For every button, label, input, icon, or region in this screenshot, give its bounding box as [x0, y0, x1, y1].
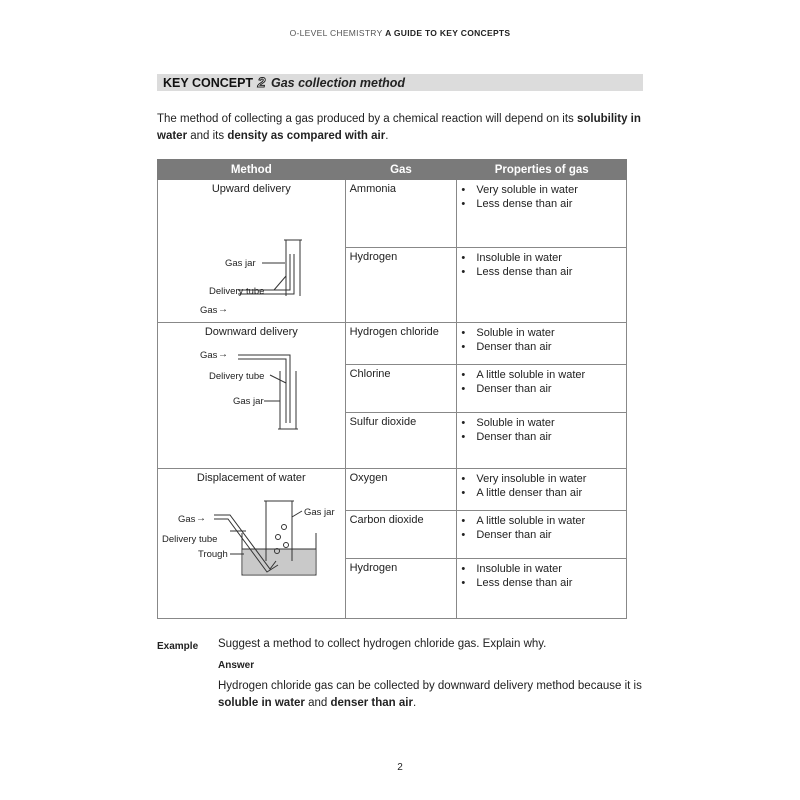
displacement-diagram: [158, 491, 346, 591]
header-gas: Gas: [345, 160, 457, 180]
example-question: Suggest a method to collect hydrogen chloride gas. Explain why.: [218, 638, 547, 650]
list-item: [461, 340, 626, 354]
gas-cell: [345, 559, 457, 619]
gas-cell: [345, 323, 457, 365]
bullet-icon: •: [461, 369, 466, 381]
list-item: [461, 368, 626, 382]
arrow-icon: →: [218, 349, 228, 360]
bullet-icon: •: [461, 252, 466, 264]
page-number: 2: [397, 762, 403, 773]
list-item: [461, 562, 626, 576]
property-text: Less dense than air: [476, 266, 573, 278]
label-delivery-tube: Delivery tube: [209, 371, 265, 382]
props-cell: [457, 559, 627, 619]
props-cell: [457, 469, 627, 511]
answer-bold-soluble: soluble in water: [218, 697, 305, 709]
props-cell: [457, 323, 627, 365]
gas-name: Hydrogen chloride: [349, 326, 439, 338]
bullet-icon: •: [461, 266, 466, 278]
property-text: Very insoluble in water: [476, 473, 587, 485]
label-gas-jar: Gas jar: [304, 507, 335, 518]
bullet-icon: •: [461, 417, 466, 429]
bullet-icon: •: [461, 487, 466, 499]
label-gas: Gas: [200, 350, 218, 361]
gas-name: Chlorine: [349, 368, 391, 380]
bullet-icon: •: [461, 327, 466, 339]
table-row: [158, 469, 627, 511]
gas-cell: [345, 365, 457, 413]
answer-tag: Answer: [218, 660, 255, 671]
gas-cell: [345, 180, 457, 248]
answer-text: Hydrogen chloride gas can be collected by downward delivery method because it is: [218, 680, 642, 692]
props-cell: [457, 180, 627, 248]
key-concept-title: Gas collection method: [271, 76, 406, 90]
upward-delivery-diagram: [158, 200, 346, 320]
label-gas-jar: Gas jar: [233, 396, 264, 407]
table-row: [158, 180, 627, 248]
answer-paragraph: [218, 678, 648, 712]
bullet-icon: •: [461, 577, 466, 589]
gas-name: Sulfur dioxide: [349, 416, 417, 428]
property-text: Less dense than air: [476, 577, 573, 589]
property-text: Very soluble in water: [476, 184, 578, 196]
downward-delivery-diagram: [158, 343, 346, 443]
arrow-icon: →: [218, 304, 228, 315]
list-item: [461, 197, 626, 211]
bullet-icon: •: [461, 431, 466, 443]
property-text: Denser than air: [476, 341, 552, 353]
label-delivery-tube: Delivery tube: [162, 534, 218, 545]
intro-paragraph: [157, 111, 647, 145]
props-cell: [457, 365, 627, 413]
list-item: [461, 576, 626, 590]
property-text: Denser than air: [476, 383, 552, 395]
bullet-icon: •: [461, 563, 466, 575]
props-cell: [457, 413, 627, 469]
method-label: Displacement of water: [196, 472, 306, 484]
label-gas-jar: Gas jar: [225, 258, 256, 269]
list-item: [461, 528, 626, 542]
gas-cell: [345, 511, 457, 559]
bullet-icon: •: [461, 529, 466, 541]
gas-name: Hydrogen: [349, 562, 398, 574]
property-text: Denser than air: [476, 431, 552, 443]
answer-bold-denser: denser than air: [330, 697, 413, 709]
gas-name: Hydrogen: [349, 251, 398, 263]
list-item: [461, 416, 626, 430]
bullet-icon: •: [461, 473, 466, 485]
table-row: [158, 323, 627, 365]
list-item: [461, 265, 626, 279]
answer-text: and: [304, 697, 331, 709]
intro-text: The method of collecting a gas produced by a chemical reaction will depend on its: [157, 113, 577, 125]
label-trough: Trough: [198, 549, 228, 560]
property-text: Denser than air: [476, 529, 552, 541]
running-header: [0, 28, 800, 38]
gas-collection-table: [157, 159, 627, 619]
list-item: [461, 251, 626, 265]
property-text: Insoluble in water: [476, 563, 562, 575]
property-text: Less dense than air: [476, 198, 573, 210]
bullet-icon: •: [461, 198, 466, 210]
list-item: [461, 514, 626, 528]
intro-bold-density: density as compared with air: [227, 130, 386, 142]
key-concept-label: [163, 76, 265, 90]
method-label: Downward delivery: [204, 326, 298, 338]
property-text: Soluble in water: [476, 417, 555, 429]
property-text: A little soluble in water: [476, 515, 586, 527]
property-text: A little soluble in water: [476, 369, 586, 381]
intro-bold-solubility: solubility in water: [157, 113, 641, 142]
method-cell-upward: [158, 180, 346, 323]
bullet-icon: •: [461, 515, 466, 527]
property-text: A little denser than air: [476, 487, 583, 499]
list-item: [461, 486, 626, 500]
property-text: Soluble in water: [476, 327, 555, 339]
method-cell-downward: [158, 323, 346, 469]
method-label: Upward delivery: [211, 183, 291, 195]
label-gas: Gas: [178, 514, 196, 525]
answer-text: .: [412, 697, 417, 709]
list-item: [461, 430, 626, 444]
bullet-icon: •: [461, 383, 466, 395]
example-tag: Example: [157, 641, 199, 652]
table-header-row: [158, 160, 627, 180]
gas-cell: [345, 469, 457, 511]
props-cell: [457, 248, 627, 323]
list-item: [461, 472, 626, 486]
header-properties: Properties of gas: [457, 160, 627, 180]
gas-name: Ammonia: [349, 183, 397, 195]
method-cell-displacement: [158, 469, 346, 619]
list-item: [461, 183, 626, 197]
label-delivery-tube: Delivery tube: [209, 286, 265, 297]
key-concept-number: 2: [257, 74, 266, 90]
header-method: Method: [158, 160, 346, 180]
intro-text: and its: [187, 130, 228, 142]
list-item: [461, 382, 626, 396]
bullet-icon: •: [461, 184, 466, 196]
arrow-icon: →: [196, 513, 206, 524]
gas-name: Oxygen: [349, 472, 388, 484]
gas-name: Carbon dioxide: [349, 514, 424, 526]
list-item: [461, 326, 626, 340]
gas-cell: [345, 413, 457, 469]
props-cell: [457, 511, 627, 559]
property-text: Insoluble in water: [476, 252, 562, 264]
intro-text: .: [385, 130, 389, 142]
header-series: O-LEVEL CHEMISTRY: [289, 28, 383, 38]
key-concept-text: KEY CONCEPT: [163, 76, 254, 90]
label-gas: Gas: [200, 305, 218, 316]
header-title: A GUIDE TO KEY CONCEPTS: [385, 28, 511, 38]
bullet-icon: •: [461, 341, 466, 353]
gas-cell: [345, 248, 457, 323]
